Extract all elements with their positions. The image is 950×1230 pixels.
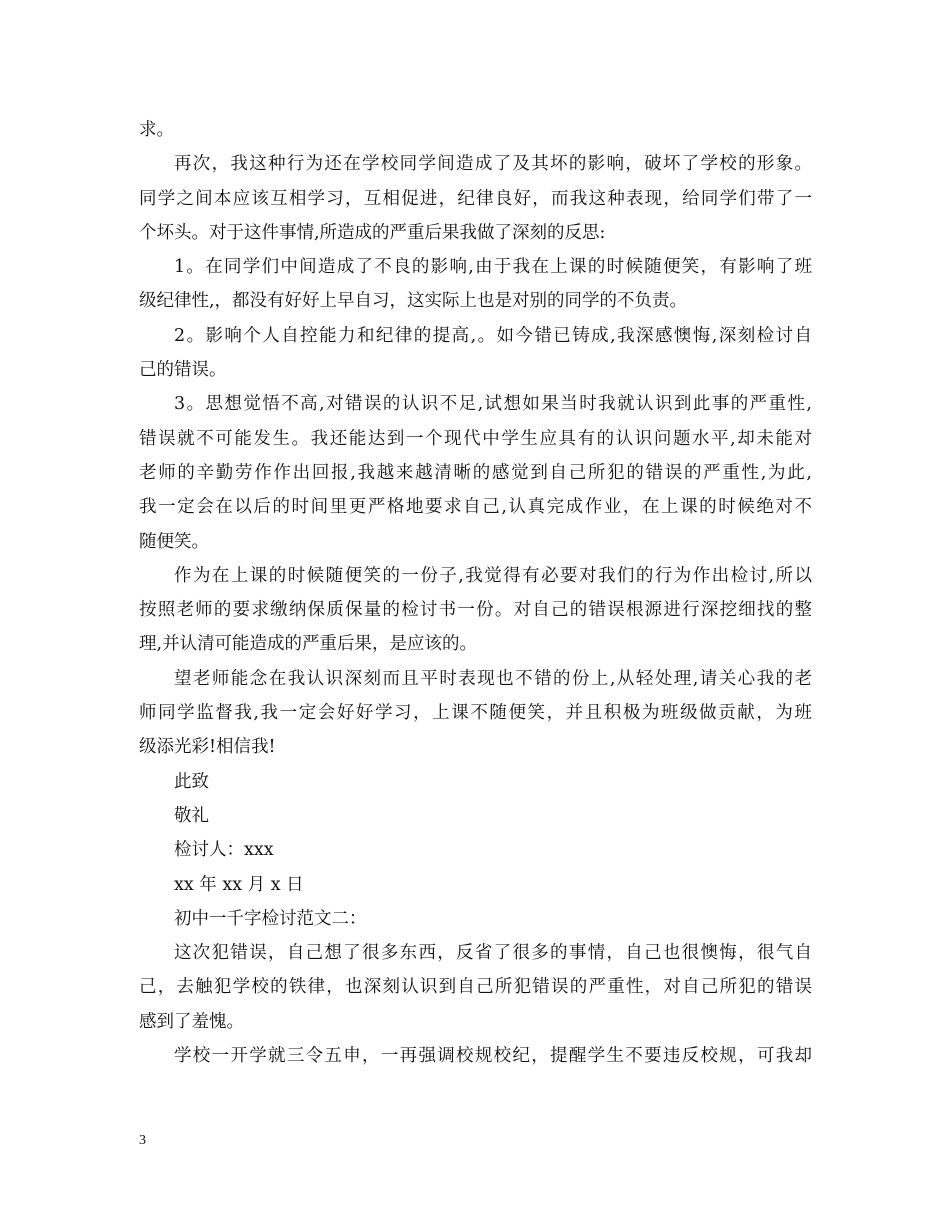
text-line: 2。影响个人自控能力和纪律的提高,。如今错已铸成,我深感懊悔,深刻检讨自 [174, 325, 812, 346]
text-line: 老师的辛勤劳作作出回报,我越来越清晰的感觉到自己所犯的错误的严重性,为此, [139, 462, 812, 483]
text-line: 级纪律性,，都没有好好上早自习，这实际上也是对别的同学的不负责。 [139, 291, 688, 312]
text-line: 1。在同学们中间造成了不良的影响,由于我在上课的时候随便笑，有影响了班 [174, 257, 812, 278]
text-line: 理,并认清可能造成的严重后果，是应该的。 [139, 634, 478, 655]
body-text [139, 113, 812, 1073]
text-line: 个坏头。对于这件事情,所造成的严重后果我做了深刻的反思: [139, 222, 606, 243]
text-line: 检讨人：xxx [174, 840, 274, 861]
text-line: 按照老师的要求缴纳保质保量的检讨书一份。对自己的错误根源进行深挖细找的整 [139, 600, 812, 621]
text-line: xx 年 xx 月 x 日 [174, 874, 304, 895]
text-line: 望老师能念在我认识深刻而且平时表现也不错的份上,从轻处理,请关心我的老 [174, 668, 812, 689]
text-line: 敬礼 [174, 805, 209, 826]
text-line: 己的错误。 [139, 360, 227, 381]
text-line: 3。思想觉悟不高,对错误的认识不足,试想如果当时我就认识到此事的严重性, [174, 394, 812, 415]
text-line: 此致 [174, 771, 209, 792]
text-line: 感到了羞愧。 [139, 1011, 244, 1032]
text-line: 随便笑。 [139, 531, 209, 552]
text-line: 作为在上课的时候随便笑的一份子,我觉得有必要对我们的行为作出检讨,所以 [174, 565, 812, 586]
text-line: 这次犯错误，自己想了很多东西，反省了很多的事情，自己也很懊悔，很气自 [174, 943, 812, 964]
text-line: 级添光彩!相信我! [139, 737, 276, 758]
text-line: 己，去触犯学校的铁律，也深刻认识到自己所犯错误的严重性，对自己所犯的错误 [139, 977, 812, 998]
text-line: 同学之间本应该互相学习，互相促进，纪律良好，而我这种表现，给同学们带了一 [139, 188, 812, 209]
text-line: 再次，我这种行为还在学校同学间造成了及其坏的影响，破坏了学校的形象。 [174, 154, 812, 175]
page-number: 3 [139, 1133, 146, 1148]
text-line: 初中一千字检讨范文二： [174, 908, 367, 929]
text-line: 求。 [139, 120, 174, 140]
text-line: 师同学监督我,我一定会好好学习，上课不随便笑，并且积极为班级做贡献，为班 [139, 703, 812, 724]
text-line: 错误就不可能发生。我还能达到一个现代中学生应具有的认识问题水平,却未能对 [139, 428, 812, 449]
text-line: 我一定会在以后的时间里更严格地要求自己,认真完成作业，在上课的时候绝对不 [139, 497, 812, 518]
text-line: 学校一开学就三令五申，一再强调校规校纪，提醒学生不要违反校规，可我却 [174, 1046, 812, 1067]
